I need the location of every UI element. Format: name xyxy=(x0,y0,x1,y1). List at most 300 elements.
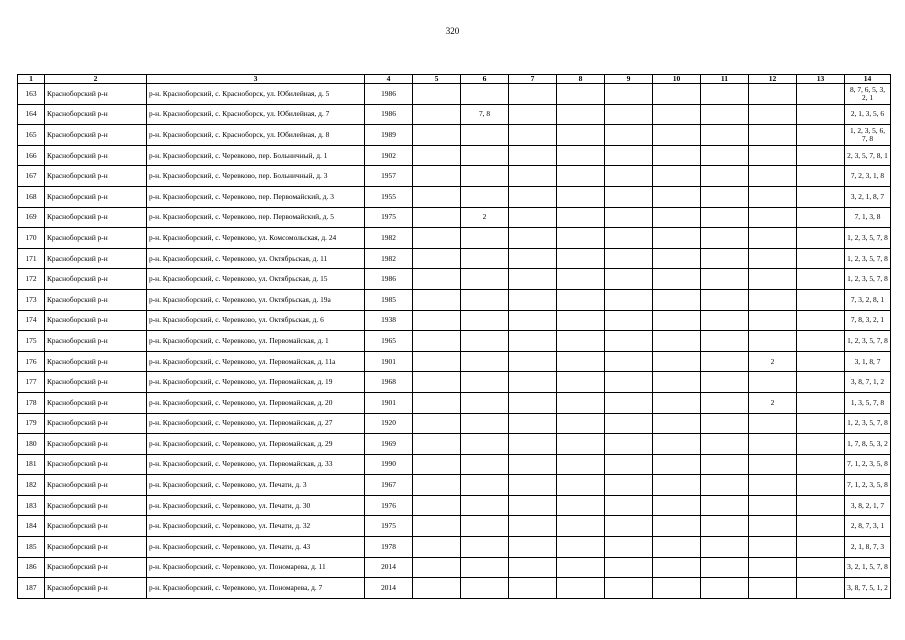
column-10-cell xyxy=(653,351,701,372)
column-13-cell xyxy=(797,145,845,166)
column-7-cell xyxy=(509,351,557,372)
row-number: 170 xyxy=(18,228,45,249)
column-6-cell xyxy=(461,413,509,434)
column-header-9: 9 xyxy=(605,75,653,84)
sequence-cell: 2, 1, 8, 7, 3 xyxy=(845,537,891,558)
column-6-cell xyxy=(461,310,509,331)
column-6-cell xyxy=(461,289,509,310)
row-number: 174 xyxy=(18,310,45,331)
column-10-cell xyxy=(653,104,701,125)
column-5-cell xyxy=(413,166,461,187)
row-number: 182 xyxy=(18,475,45,496)
district-cell: Красноборский р-н xyxy=(45,166,147,187)
address-cell: р-н. Красноборский, с. Черевково, ул. Октябрьская, д. 6 xyxy=(147,310,365,331)
address-cell: р-н. Красноборский, с. Черевково, ул. Первомайская, д. 1 xyxy=(147,331,365,352)
row-number: 186 xyxy=(18,557,45,578)
sequence-cell: 3, 8, 7, 1, 2 xyxy=(845,372,891,393)
table-row xyxy=(18,578,891,599)
column-5-cell xyxy=(413,495,461,516)
column-5-cell xyxy=(413,228,461,249)
address-cell: р-н. Красноборский, с. Красноборск, ул. Юбилейная, д. 8 xyxy=(147,125,365,146)
row-number: 185 xyxy=(18,537,45,558)
column-9-cell xyxy=(605,413,653,434)
column-6-cell xyxy=(461,578,509,599)
column-5-cell xyxy=(413,413,461,434)
column-8-cell xyxy=(557,578,605,599)
column-7-cell xyxy=(509,207,557,228)
column-8-cell xyxy=(557,331,605,352)
sequence-cell: 3, 2, 1, 8, 7 xyxy=(845,186,891,207)
column-7-cell xyxy=(509,434,557,455)
column-5-cell xyxy=(413,84,461,105)
column-12-cell xyxy=(749,145,797,166)
column-13-cell xyxy=(797,578,845,599)
column-6-cell xyxy=(461,516,509,537)
column-10-cell xyxy=(653,289,701,310)
table-row xyxy=(18,434,891,455)
table-row xyxy=(18,84,891,105)
column-9-cell xyxy=(605,310,653,331)
column-7-cell xyxy=(509,516,557,537)
year-cell: 1902 xyxy=(365,145,413,166)
column-6-cell: 2 xyxy=(461,207,509,228)
column-8-cell xyxy=(557,310,605,331)
column-11-cell xyxy=(701,372,749,393)
table-row xyxy=(18,557,891,578)
column-8-cell xyxy=(557,84,605,105)
column-13-cell xyxy=(797,351,845,372)
column-6-cell xyxy=(461,537,509,558)
district-cell: Красноборский р-н xyxy=(45,125,147,146)
column-6-cell xyxy=(461,248,509,269)
column-12-cell xyxy=(749,310,797,331)
table-row xyxy=(18,392,891,413)
sequence-cell: 7, 8, 3, 2, 1 xyxy=(845,310,891,331)
address-cell: р-н. Красноборский, с. Черевково, ул. Октябрьская, д. 19а xyxy=(147,289,365,310)
column-6-cell xyxy=(461,434,509,455)
column-10-cell xyxy=(653,372,701,393)
column-6-cell xyxy=(461,351,509,372)
column-6-cell xyxy=(461,166,509,187)
row-number: 164 xyxy=(18,104,45,125)
column-header-10: 10 xyxy=(653,75,701,84)
district-cell: Красноборский р-н xyxy=(45,289,147,310)
column-11-cell xyxy=(701,557,749,578)
column-5-cell xyxy=(413,516,461,537)
table-row xyxy=(18,166,891,187)
column-11-cell xyxy=(701,289,749,310)
column-10-cell xyxy=(653,557,701,578)
address-cell: р-н. Красноборский, с. Черевково, ул. Пономарева, д. 11 xyxy=(147,557,365,578)
column-10-cell xyxy=(653,125,701,146)
column-9-cell xyxy=(605,228,653,249)
column-7-cell xyxy=(509,392,557,413)
column-11-cell xyxy=(701,516,749,537)
column-12-cell xyxy=(749,186,797,207)
row-number: 184 xyxy=(18,516,45,537)
column-7-cell xyxy=(509,578,557,599)
column-5-cell xyxy=(413,207,461,228)
address-cell: р-н. Красноборский, с. Черевково, ул. Октябрьская, д. 11 xyxy=(147,248,365,269)
column-5-cell xyxy=(413,392,461,413)
column-7-cell xyxy=(509,372,557,393)
sequence-cell: 8, 7, 6, 5, 3, 2, 1 xyxy=(845,84,891,105)
year-cell: 1985 xyxy=(365,289,413,310)
column-10-cell xyxy=(653,269,701,290)
table-row xyxy=(18,228,891,249)
column-9-cell xyxy=(605,557,653,578)
column-8-cell xyxy=(557,166,605,187)
column-7-cell xyxy=(509,413,557,434)
sequence-cell: 1, 2, 3, 5, 6, 7, 8 xyxy=(845,125,891,146)
sequence-cell: 1, 2, 3, 5, 7, 8 xyxy=(845,331,891,352)
column-header-1: 1 xyxy=(18,75,45,84)
column-8-cell xyxy=(557,372,605,393)
table-row xyxy=(18,372,891,393)
table-row xyxy=(18,207,891,228)
column-10-cell xyxy=(653,228,701,249)
district-cell: Красноборский р-н xyxy=(45,331,147,352)
column-7-cell xyxy=(509,537,557,558)
column-9-cell xyxy=(605,166,653,187)
sequence-cell: 3, 8, 7, 5, 1, 2 xyxy=(845,578,891,599)
sequence-cell: 7, 1, 2, 3, 5, 8 xyxy=(845,454,891,475)
column-10-cell xyxy=(653,454,701,475)
year-cell: 1982 xyxy=(365,248,413,269)
address-cell: р-н. Красноборский, с. Черевково, ул. Первомайская, д. 20 xyxy=(147,392,365,413)
row-number: 166 xyxy=(18,145,45,166)
column-9-cell xyxy=(605,84,653,105)
table-row xyxy=(18,331,891,352)
column-10-cell xyxy=(653,392,701,413)
column-5-cell xyxy=(413,557,461,578)
column-11-cell xyxy=(701,125,749,146)
year-cell: 1955 xyxy=(365,186,413,207)
column-12-cell: 2 xyxy=(749,392,797,413)
column-13-cell xyxy=(797,269,845,290)
column-9-cell xyxy=(605,475,653,496)
column-5-cell xyxy=(413,454,461,475)
column-11-cell xyxy=(701,269,749,290)
table-body xyxy=(18,84,891,599)
address-cell: р-н. Красноборский, с. Черевково, ул. Первомайская, д. 33 xyxy=(147,454,365,475)
column-10-cell xyxy=(653,516,701,537)
column-5-cell xyxy=(413,269,461,290)
address-cell: р-н. Красноборский, с. Черевково, пер. Первомайский, д. 5 xyxy=(147,207,365,228)
column-5-cell xyxy=(413,289,461,310)
column-13-cell xyxy=(797,84,845,105)
column-10-cell xyxy=(653,331,701,352)
year-cell: 1968 xyxy=(365,372,413,393)
address-cell: р-н. Красноборский, с. Черевково, ул. Печати, д. 43 xyxy=(147,537,365,558)
column-7-cell xyxy=(509,475,557,496)
district-cell: Красноборский р-н xyxy=(45,372,147,393)
column-8-cell xyxy=(557,475,605,496)
column-11-cell xyxy=(701,186,749,207)
column-13-cell xyxy=(797,289,845,310)
district-cell: Красноборский р-н xyxy=(45,434,147,455)
column-9-cell xyxy=(605,434,653,455)
district-cell: Красноборский р-н xyxy=(45,186,147,207)
column-9-cell xyxy=(605,516,653,537)
district-cell: Красноборский р-н xyxy=(45,495,147,516)
year-cell: 1967 xyxy=(365,475,413,496)
column-12-cell xyxy=(749,248,797,269)
year-cell: 1975 xyxy=(365,207,413,228)
row-number: 165 xyxy=(18,125,45,146)
table-row xyxy=(18,495,891,516)
district-cell: Красноборский р-н xyxy=(45,413,147,434)
district-cell: Красноборский р-н xyxy=(45,207,147,228)
column-9-cell xyxy=(605,207,653,228)
district-cell: Красноборский р-н xyxy=(45,454,147,475)
row-number: 171 xyxy=(18,248,45,269)
column-6-cell xyxy=(461,269,509,290)
column-9-cell xyxy=(605,351,653,372)
column-header-4: 4 xyxy=(365,75,413,84)
year-cell: 1969 xyxy=(365,434,413,455)
year-cell: 2014 xyxy=(365,578,413,599)
row-number: 181 xyxy=(18,454,45,475)
row-number: 178 xyxy=(18,392,45,413)
column-13-cell xyxy=(797,104,845,125)
column-9-cell xyxy=(605,578,653,599)
column-7-cell xyxy=(509,269,557,290)
table-row xyxy=(18,413,891,434)
column-header-13: 13 xyxy=(797,75,845,84)
table-row xyxy=(18,454,891,475)
sequence-cell: 1, 2, 3, 5, 7, 8 xyxy=(845,228,891,249)
column-8-cell xyxy=(557,289,605,310)
sequence-cell: 2, 8, 7, 3, 1 xyxy=(845,516,891,537)
district-cell: Красноборский р-н xyxy=(45,475,147,496)
column-11-cell xyxy=(701,454,749,475)
column-header-12: 12 xyxy=(749,75,797,84)
column-13-cell xyxy=(797,516,845,537)
column-7-cell xyxy=(509,186,557,207)
column-8-cell xyxy=(557,207,605,228)
year-cell: 1965 xyxy=(365,331,413,352)
column-12-cell xyxy=(749,104,797,125)
year-cell: 1920 xyxy=(365,413,413,434)
column-8-cell xyxy=(557,351,605,372)
column-13-cell xyxy=(797,310,845,331)
column-13-cell xyxy=(797,392,845,413)
column-6-cell xyxy=(461,125,509,146)
year-cell: 1990 xyxy=(365,454,413,475)
sequence-cell: 1, 2, 3, 5, 7, 8 xyxy=(845,248,891,269)
column-13-cell xyxy=(797,475,845,496)
column-12-cell xyxy=(749,495,797,516)
column-8-cell xyxy=(557,434,605,455)
address-cell: р-н. Красноборский, с. Черевково, пер. Больничный, д. 1 xyxy=(147,145,365,166)
district-cell: Красноборский р-н xyxy=(45,228,147,249)
column-11-cell xyxy=(701,104,749,125)
sequence-cell: 7, 2, 3, 1, 8 xyxy=(845,166,891,187)
column-header-14: 14 xyxy=(845,75,891,84)
row-number: 175 xyxy=(18,331,45,352)
column-13-cell xyxy=(797,495,845,516)
column-6-cell xyxy=(461,145,509,166)
district-cell: Красноборский р-н xyxy=(45,578,147,599)
column-13-cell xyxy=(797,557,845,578)
column-5-cell xyxy=(413,186,461,207)
column-7-cell xyxy=(509,495,557,516)
column-8-cell xyxy=(557,557,605,578)
sequence-cell: 1, 2, 3, 5, 7, 8 xyxy=(845,413,891,434)
column-8-cell xyxy=(557,516,605,537)
column-10-cell xyxy=(653,84,701,105)
column-11-cell xyxy=(701,392,749,413)
column-13-cell xyxy=(797,434,845,455)
district-cell: Красноборский р-н xyxy=(45,104,147,125)
column-11-cell xyxy=(701,310,749,331)
address-cell: р-н. Красноборский, с. Черевково, ул. Первомайская, д. 11а xyxy=(147,351,365,372)
column-12-cell xyxy=(749,84,797,105)
year-cell: 1986 xyxy=(365,104,413,125)
row-number: 177 xyxy=(18,372,45,393)
column-11-cell xyxy=(701,145,749,166)
column-6-cell xyxy=(461,454,509,475)
column-12-cell xyxy=(749,557,797,578)
column-13-cell xyxy=(797,454,845,475)
column-9-cell xyxy=(605,495,653,516)
column-13-cell xyxy=(797,331,845,352)
district-cell: Красноборский р-н xyxy=(45,516,147,537)
year-cell: 1986 xyxy=(365,269,413,290)
column-10-cell xyxy=(653,495,701,516)
column-13-cell xyxy=(797,125,845,146)
column-10-cell xyxy=(653,413,701,434)
column-10-cell xyxy=(653,578,701,599)
year-cell: 1976 xyxy=(365,495,413,516)
address-cell: р-н. Красноборский, с. Черевково, ул. Октябрьская, д. 15 xyxy=(147,269,365,290)
column-9-cell xyxy=(605,392,653,413)
sequence-cell: 2, 1, 3, 5, 6 xyxy=(845,104,891,125)
sequence-cell: 3, 1, 8, 7 xyxy=(845,351,891,372)
column-5-cell xyxy=(413,578,461,599)
row-number: 179 xyxy=(18,413,45,434)
address-cell: р-н. Красноборский, с. Черевково, ул. Первомайская, д. 27 xyxy=(147,413,365,434)
column-5-cell xyxy=(413,351,461,372)
header-row xyxy=(18,75,891,84)
column-5-cell xyxy=(413,475,461,496)
column-6-cell xyxy=(461,186,509,207)
column-5-cell xyxy=(413,537,461,558)
column-11-cell xyxy=(701,434,749,455)
column-5-cell xyxy=(413,104,461,125)
row-number: 176 xyxy=(18,351,45,372)
column-7-cell xyxy=(509,331,557,352)
column-6-cell xyxy=(461,331,509,352)
table-row xyxy=(18,104,891,125)
address-cell: р-н. Красноборский, с. Черевково, ул. Комсомольская, д. 24 xyxy=(147,228,365,249)
table-row xyxy=(18,475,891,496)
page-number: 320 xyxy=(445,26,460,36)
column-11-cell xyxy=(701,351,749,372)
column-8-cell xyxy=(557,248,605,269)
column-6-cell xyxy=(461,228,509,249)
sequence-cell: 2, 3, 5, 7, 8, 1 xyxy=(845,145,891,166)
column-8-cell xyxy=(557,495,605,516)
district-cell: Красноборский р-н xyxy=(45,310,147,331)
address-cell: р-н. Красноборский, с. Черевково, ул. Печати, д. 3 xyxy=(147,475,365,496)
table-row xyxy=(18,351,891,372)
address-cell: р-н. Красноборский, с. Черевково, ул. Пономарева, д. 7 xyxy=(147,578,365,599)
column-11-cell xyxy=(701,228,749,249)
year-cell: 1978 xyxy=(365,537,413,558)
table-row xyxy=(18,269,891,290)
address-cell: р-н. Красноборский, с. Черевково, ул. Печати, д. 32 xyxy=(147,516,365,537)
column-10-cell xyxy=(653,310,701,331)
column-8-cell xyxy=(557,392,605,413)
address-cell: р-н. Красноборский, с. Черевково, пер. Больничный, д. 3 xyxy=(147,166,365,187)
column-6-cell: 7, 8 xyxy=(461,104,509,125)
column-12-cell: 2 xyxy=(749,351,797,372)
row-number: 180 xyxy=(18,434,45,455)
sequence-cell: 1, 2, 3, 5, 7, 8 xyxy=(845,269,891,290)
column-12-cell xyxy=(749,166,797,187)
district-cell: Красноборский р-н xyxy=(45,351,147,372)
district-cell: Красноборский р-н xyxy=(45,557,147,578)
column-13-cell xyxy=(797,207,845,228)
year-cell: 1957 xyxy=(365,166,413,187)
column-12-cell xyxy=(749,413,797,434)
address-cell: р-н. Красноборский, с. Черевково, пер. Первомайский, д. 3 xyxy=(147,186,365,207)
column-13-cell xyxy=(797,186,845,207)
column-12-cell xyxy=(749,434,797,455)
column-12-cell xyxy=(749,516,797,537)
address-cell: р-н. Красноборский, с. Черевково, ул. Первомайская, д. 29 xyxy=(147,434,365,455)
column-9-cell xyxy=(605,125,653,146)
column-header-3: 3 xyxy=(147,75,365,84)
column-7-cell xyxy=(509,454,557,475)
district-cell: Красноборский р-н xyxy=(45,84,147,105)
column-8-cell xyxy=(557,145,605,166)
column-13-cell xyxy=(797,537,845,558)
column-9-cell xyxy=(605,104,653,125)
column-header-5: 5 xyxy=(413,75,461,84)
column-10-cell xyxy=(653,537,701,558)
register-table xyxy=(17,74,891,599)
column-5-cell xyxy=(413,372,461,393)
column-11-cell xyxy=(701,495,749,516)
column-10-cell xyxy=(653,434,701,455)
column-header-7: 7 xyxy=(509,75,557,84)
sequence-cell: 1, 3, 5, 7, 8 xyxy=(845,392,891,413)
sequence-cell: 3, 2, 1, 5, 7, 8 xyxy=(845,557,891,578)
row-number: 169 xyxy=(18,207,45,228)
address-cell: р-н. Красноборский, с. Красноборск, ул. Юбилейная, д. 7 xyxy=(147,104,365,125)
column-7-cell xyxy=(509,289,557,310)
column-8-cell xyxy=(557,125,605,146)
column-header-8: 8 xyxy=(557,75,605,84)
column-7-cell xyxy=(509,557,557,578)
row-number: 173 xyxy=(18,289,45,310)
column-8-cell xyxy=(557,228,605,249)
row-number: 167 xyxy=(18,166,45,187)
column-6-cell xyxy=(461,495,509,516)
table-row xyxy=(18,248,891,269)
column-8-cell xyxy=(557,537,605,558)
column-6-cell xyxy=(461,84,509,105)
column-12-cell xyxy=(749,228,797,249)
sequence-cell: 3, 8, 2, 1, 7 xyxy=(845,495,891,516)
column-7-cell xyxy=(509,104,557,125)
column-8-cell xyxy=(557,104,605,125)
table-row xyxy=(18,537,891,558)
table-row xyxy=(18,289,891,310)
